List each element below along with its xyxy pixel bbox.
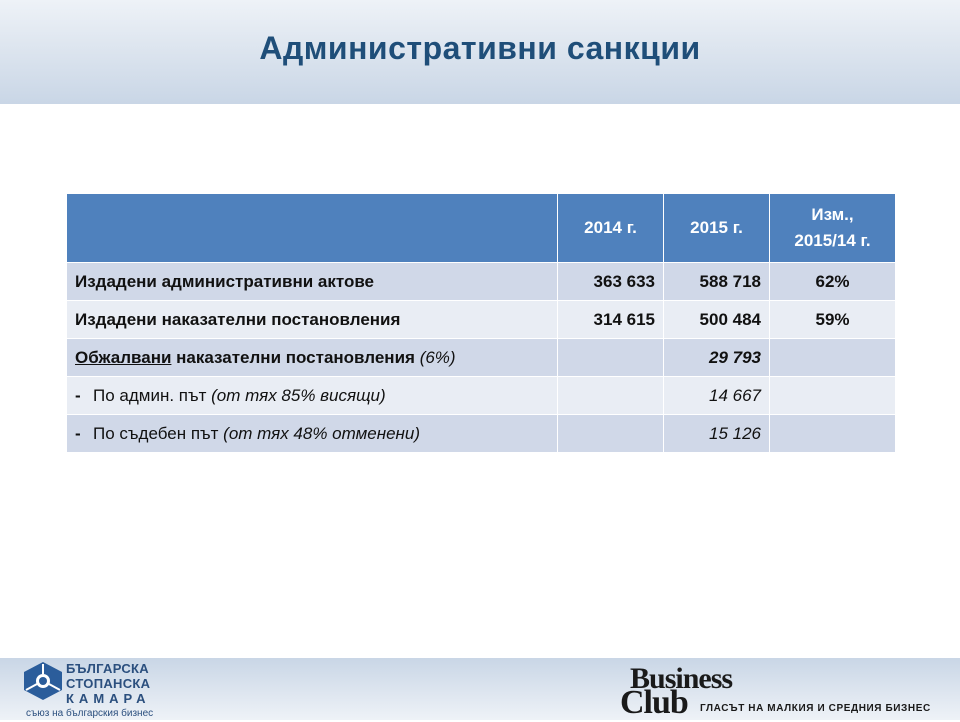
value-2015: 15 126 [664, 415, 770, 453]
row-label [67, 377, 558, 415]
table-row [67, 339, 896, 377]
header-cell-empty [67, 194, 558, 263]
row-label: Издадени административни актове [67, 263, 558, 301]
business-club-logo [620, 660, 950, 721]
bcci-name [66, 661, 150, 706]
bcci-logo [22, 661, 162, 717]
value-2014 [558, 339, 664, 377]
row-dash: - [75, 385, 81, 405]
bcci-name-line3: КАМАРА [66, 691, 151, 706]
value-change [770, 339, 896, 377]
table-row [67, 301, 896, 339]
row-label-text: По съдебен път [93, 423, 224, 443]
business-club-slogan: ГЛАСЪТ НА МАЛКИЯ И СРЕДНИЯ БИЗНЕС [700, 703, 931, 714]
row-dash: - [75, 423, 81, 443]
row-label-rest: наказателни постановления [171, 347, 420, 367]
table-row [67, 377, 896, 415]
table-header-row [67, 194, 896, 263]
row-label-italic: (от тях 85% висящи) [211, 385, 386, 405]
value-2014 [558, 415, 664, 453]
header-cell-change [770, 194, 896, 263]
row-label [67, 415, 558, 453]
row-label-text: По админ. път [93, 385, 212, 405]
value-2015: 14 667 [664, 377, 770, 415]
table-row [67, 263, 896, 301]
value-change [770, 377, 896, 415]
row-label: Издадени наказателни постановления [67, 301, 558, 339]
value-change: 59% [770, 301, 896, 339]
bcci-emblem-icon [22, 661, 64, 701]
sanctions-table [66, 193, 896, 453]
row-label-underlined: Обжалвани [75, 347, 172, 367]
row-label [67, 339, 558, 377]
slide-title: Административни санкции [259, 30, 701, 66]
table-row [67, 415, 896, 453]
bcci-tagline: съюз на българския бизнес [26, 708, 154, 719]
business-club-word2: Club [620, 684, 688, 721]
header-change-line2: 2015/14 г. [794, 231, 871, 250]
bcci-name-line2: СТОПАНСКА [66, 676, 151, 691]
value-2014: 363 633 [558, 263, 664, 301]
value-2014 [558, 377, 664, 415]
value-2015: 588 718 [664, 263, 770, 301]
value-change: 62% [770, 263, 896, 301]
value-2014: 314 615 [558, 301, 664, 339]
business-club-word1: Business [630, 662, 733, 695]
value-change [770, 415, 896, 453]
header-cell-2014: 2014 г. [558, 194, 664, 263]
bcci-name-line1: БЪЛГАРСКА [66, 661, 149, 676]
value-2015: 500 484 [664, 301, 770, 339]
row-label-italic: (от тях 48% отменени) [223, 423, 420, 443]
value-2015: 29 793 [664, 339, 770, 377]
row-label-italic: (6%) [419, 347, 456, 367]
header-cell-2015: 2015 г. [664, 194, 770, 263]
header-change-line1: Изм., [811, 205, 854, 224]
